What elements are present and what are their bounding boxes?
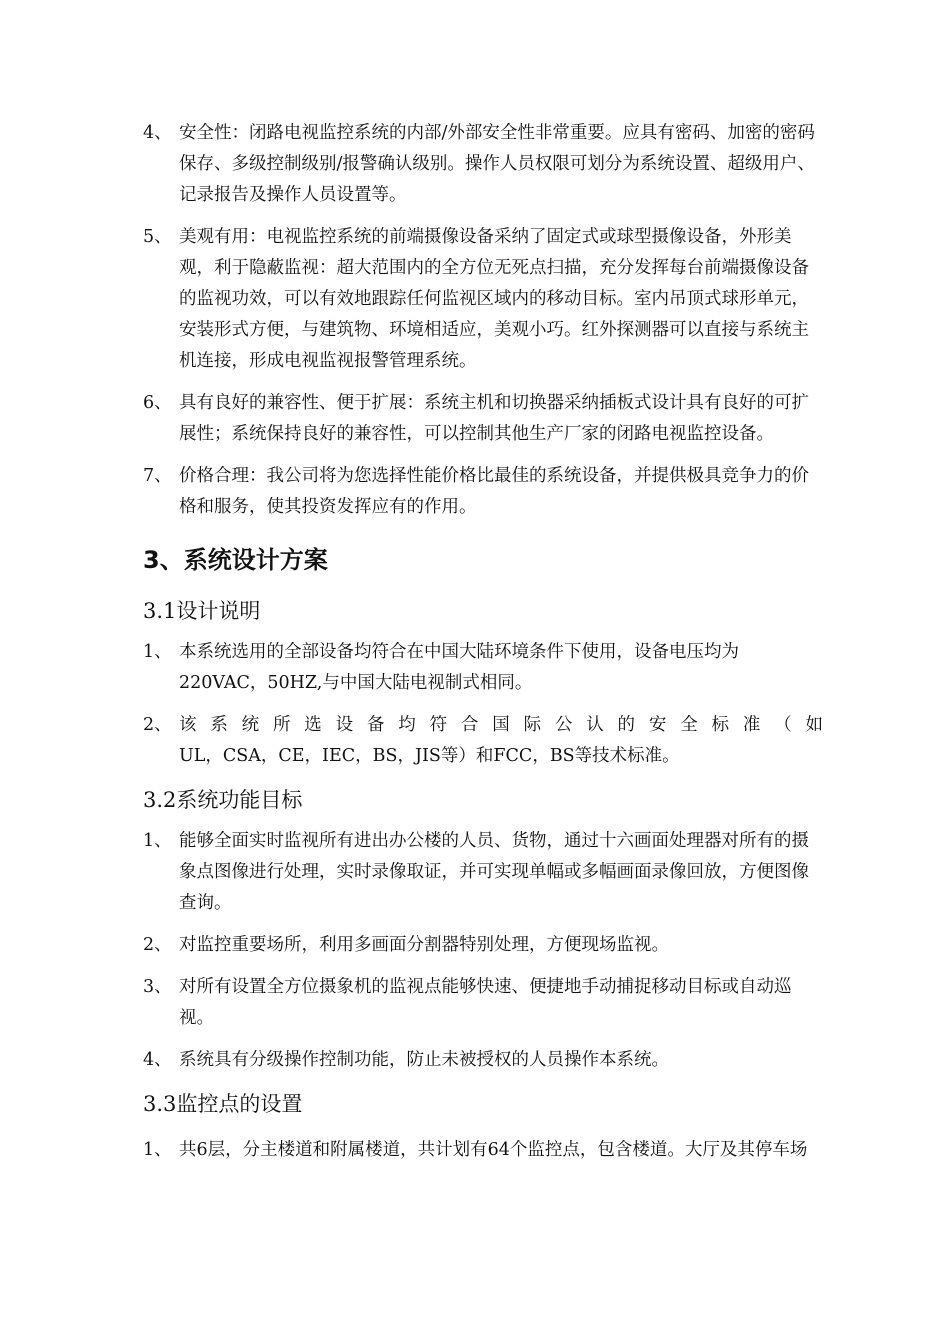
list-item	[143, 118, 823, 211]
subsection-heading: 3.2系统功能目标	[143, 788, 303, 812]
list-item	[143, 222, 823, 377]
list-number: 1、	[143, 642, 172, 662]
list-number: 5、	[143, 227, 172, 247]
list-text: 具有良好的兼容性、便于扩展：系统主机和切换器采纳插板式设计具有良好的可扩展性；系统保持良好的兼容性，可以控制其他生产厂家的闭路电视监控设备。	[179, 393, 809, 444]
list-item	[143, 1130, 823, 1170]
subsection-heading: 3.1设计说明	[143, 599, 261, 623]
list-text: 能够全面实时监视所有进出办公楼的人员、货物，通过十六画面处理器对所有的摄象点图像进行处理，实时录像取证，并可实现单幅或多幅画面录像回放，方便图像查询。	[179, 831, 809, 913]
list-text: 对所有设置全方位摄象机的监视点能够快速、便捷地手动捕捉移动目标或自动巡视。	[179, 977, 792, 1028]
list-item	[143, 826, 823, 919]
list-number: 4、	[143, 123, 172, 143]
list-text: 安全性：闭路电视监控系统的内部/外部安全性非常重要。应具有密码、加密的密码保存、多级控制级别/报警确认级别。操作人员权限可划分为系统设置、超级用户、记录报告及操作人员设置等。	[179, 123, 815, 205]
list-item	[143, 1045, 823, 1076]
list-item	[143, 930, 823, 961]
list-item	[143, 710, 823, 772]
list-number: 6、	[143, 393, 172, 413]
list-number: 1、	[143, 831, 172, 851]
list-number: 3、	[143, 977, 172, 997]
list-number: 1、	[143, 1140, 172, 1160]
list-number: 2、	[143, 935, 172, 955]
list-text	[179, 710, 823, 772]
section-heading: 3、系统设计方案	[143, 546, 328, 574]
subsection-heading: 3.3监控点的设置	[143, 1092, 303, 1116]
list-item	[143, 388, 823, 450]
list-text: 美观有用：电视监控系统的前端摄像设备采纳了固定式或球型摄像设备，外形美观，利于隐蔽监视：超大范围内的全方位无死点扫描，充分发挥每台前端摄像设备的监视功效，可以有效地跟踪任何监视区域内的移动目标。室内吊顶式球形单元，安装形式方便，与建筑物、环境相适应，美观小巧。红外探测器可以直接与系统主机连接，形成电视监视报警管理系统。	[179, 227, 809, 371]
list-number: 4、	[143, 1050, 172, 1070]
list-text: 价格合理：我公司将为您选择性能价格比最佳的系统设备，并提供极具竞争力的价格和服务，使其投资发挥应有的作用。	[179, 466, 809, 517]
list-text: 共6层，分主楼道和附属楼道，共计划有64个监控点，包含楼道。大厅及其停车场	[179, 1140, 808, 1160]
list-text: 对监控重要场所，利用多画面分割器特别处理，方便现场监视。	[179, 935, 669, 955]
list-item	[143, 461, 823, 523]
list-text-line: 该系统所选设备均符合国际公认的安全标准（如	[179, 715, 823, 735]
list-text-line: UL，CSA，CE，IEC，BS，JIS等）和FCC，BS等技术标准。	[179, 746, 680, 766]
list-number: 2、	[143, 715, 172, 735]
list-text: 系统具有分级操作控制功能，防止未被授权的人员操作本系统。	[179, 1050, 669, 1070]
list-item	[143, 972, 823, 1034]
list-number: 7、	[143, 466, 172, 486]
document-body	[143, 118, 823, 1181]
list-text: 本系统选用的全部设备均符合在中国大陆环境条件下使用，设备电压均为220VAC，50HZ,与中国大陆电视制式相同。	[179, 642, 739, 693]
list-item	[143, 637, 823, 699]
